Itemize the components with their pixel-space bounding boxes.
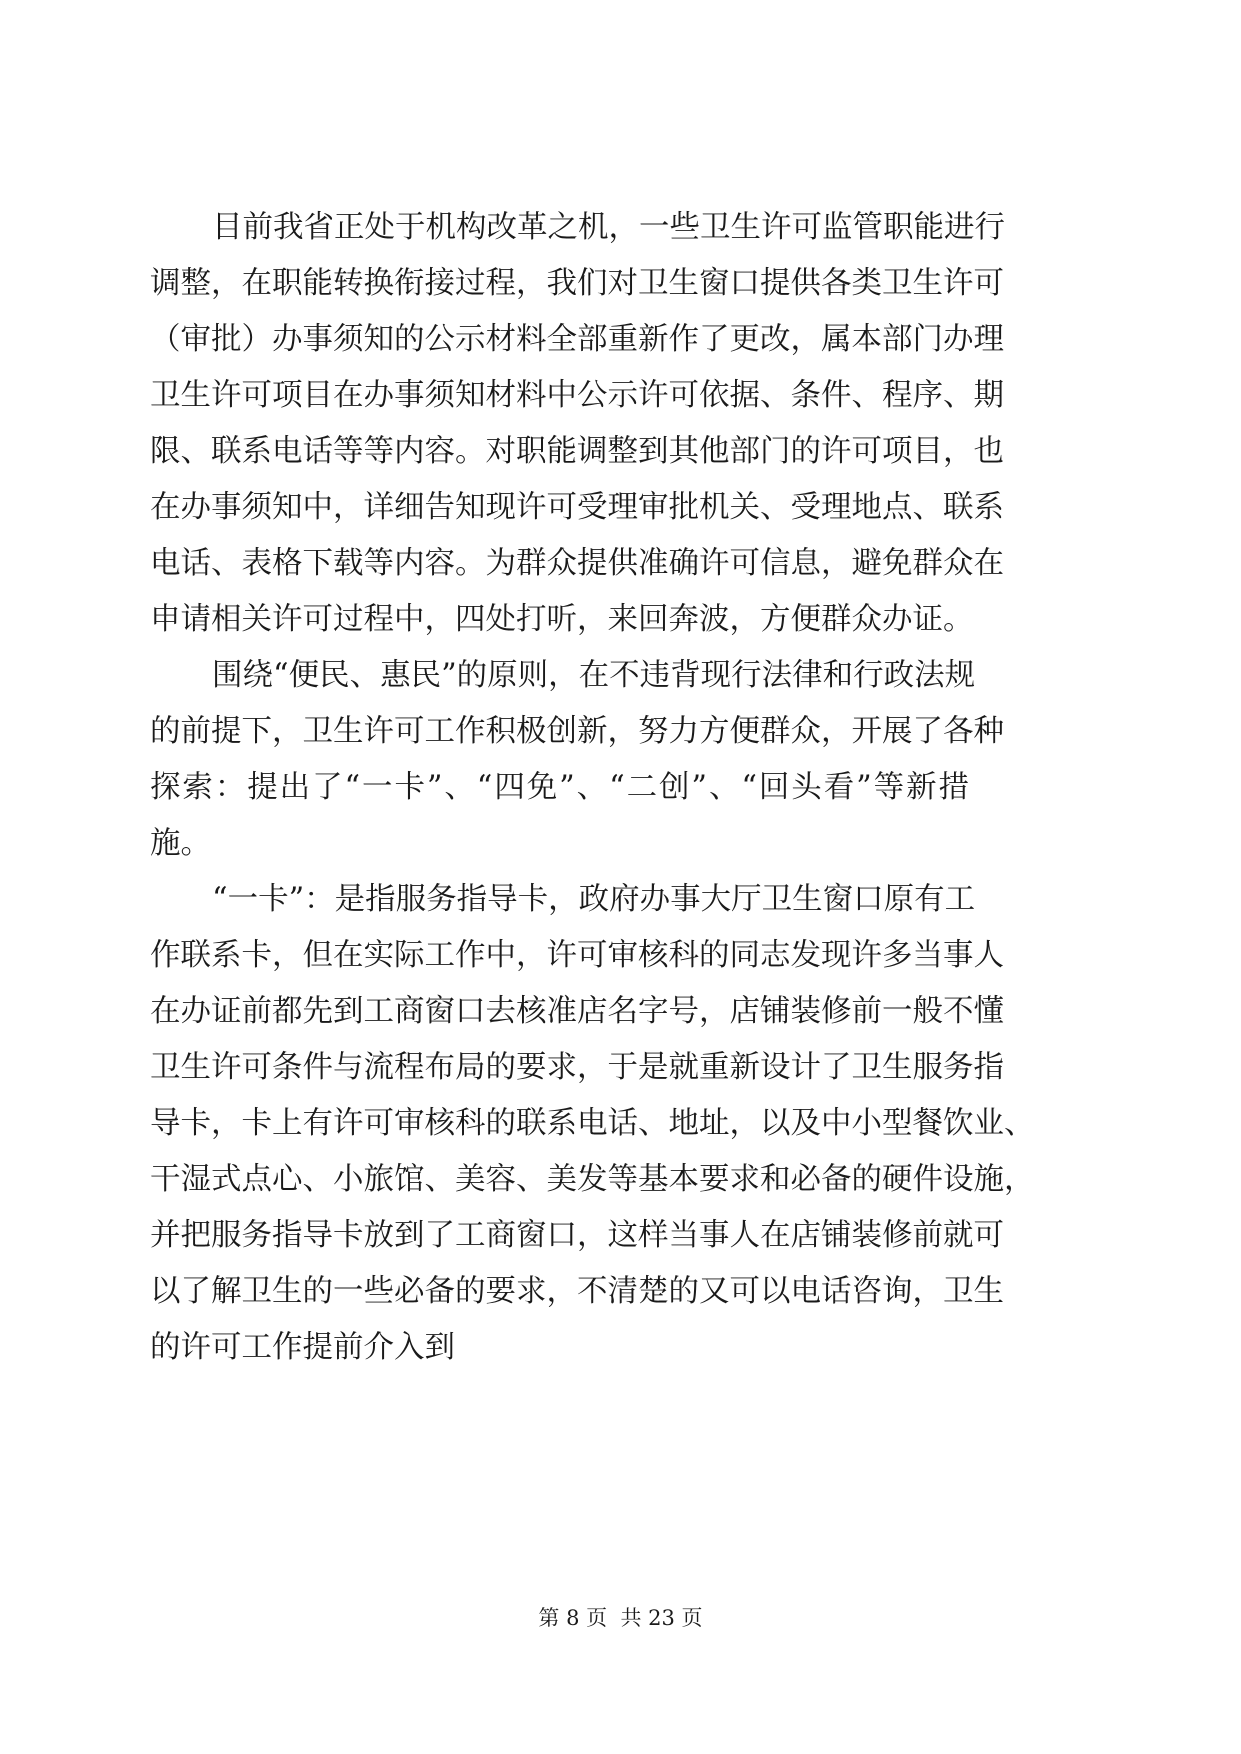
- text-line: 的前提下，卫生许可工作积极创新，努力方便群众，开展了各种: [150, 714, 1004, 749]
- text-line: 目前我省正处于机构改革之机，一些卫生许可监管职能进行: [212, 210, 1005, 245]
- text-line: 电话、表格下载等内容。为群众提供准确许可信息，避免群众在: [150, 546, 1004, 581]
- text-line: 以了解卫生的一些必备的要求，不清楚的又可以电话咨询，卫生: [150, 1274, 1004, 1309]
- page-number-label: 第 8 页 共 23 页: [538, 1606, 703, 1630]
- text-line: 探索：提出了“一卡”、“四免”、“二创”、“回头看”等新措: [150, 770, 969, 805]
- text-line: （审批）办事须知的公示材料全部重新作了更改，属本部门办理: [150, 322, 1004, 357]
- text-line: 在办事须知中，详细告知现许可受理审批机关、受理地点、联系: [150, 490, 1004, 525]
- text-line: 并把服务指导卡放到了工商窗口，这样当事人在店铺装修前就可: [150, 1218, 1004, 1253]
- text-line: 的许可工作提前介入到: [150, 1330, 455, 1365]
- text-line: 调整，在职能转换衔接过程，我们对卫生窗口提供各类卫生许可: [150, 266, 1004, 301]
- page-footer: [0, 1604, 1241, 1632]
- text-line: 围绕“便民、惠民”的原则，在不违背现行法律和行政法规: [212, 658, 976, 693]
- text-line: 导卡，卡上有许可审核科的联系电话、地址，以及中小型餐饮业、: [150, 1106, 1035, 1141]
- text-line: 卫生许可条件与流程布局的要求，于是就重新设计了卫生服务指: [150, 1050, 1004, 1085]
- text-line: 施。: [150, 826, 211, 861]
- text-line: 作联系卡，但在实际工作中，许可审核科的同志发现许多当事人: [150, 938, 1004, 973]
- text-line: 在办证前都先到工商窗口去核准店名字号，店铺装修前一般不懂: [150, 994, 1004, 1029]
- text-line: 干湿式点心、小旅馆、美容、美发等基本要求和必备的硬件设施，: [150, 1162, 1035, 1197]
- text-line: 卫生许可项目在办事须知材料中公示许可依据、条件、程序、期: [150, 378, 1004, 413]
- text-line: “一卡”：是指服务指导卡，政府办事大厅卫生窗口原有工: [212, 882, 976, 917]
- text-line: 申请相关许可过程中，四处打听，来回奔波，方便群众办证。: [150, 602, 974, 637]
- text-line: 限、联系电话等等内容。对职能调整到其他部门的许可项目，也: [150, 434, 1004, 469]
